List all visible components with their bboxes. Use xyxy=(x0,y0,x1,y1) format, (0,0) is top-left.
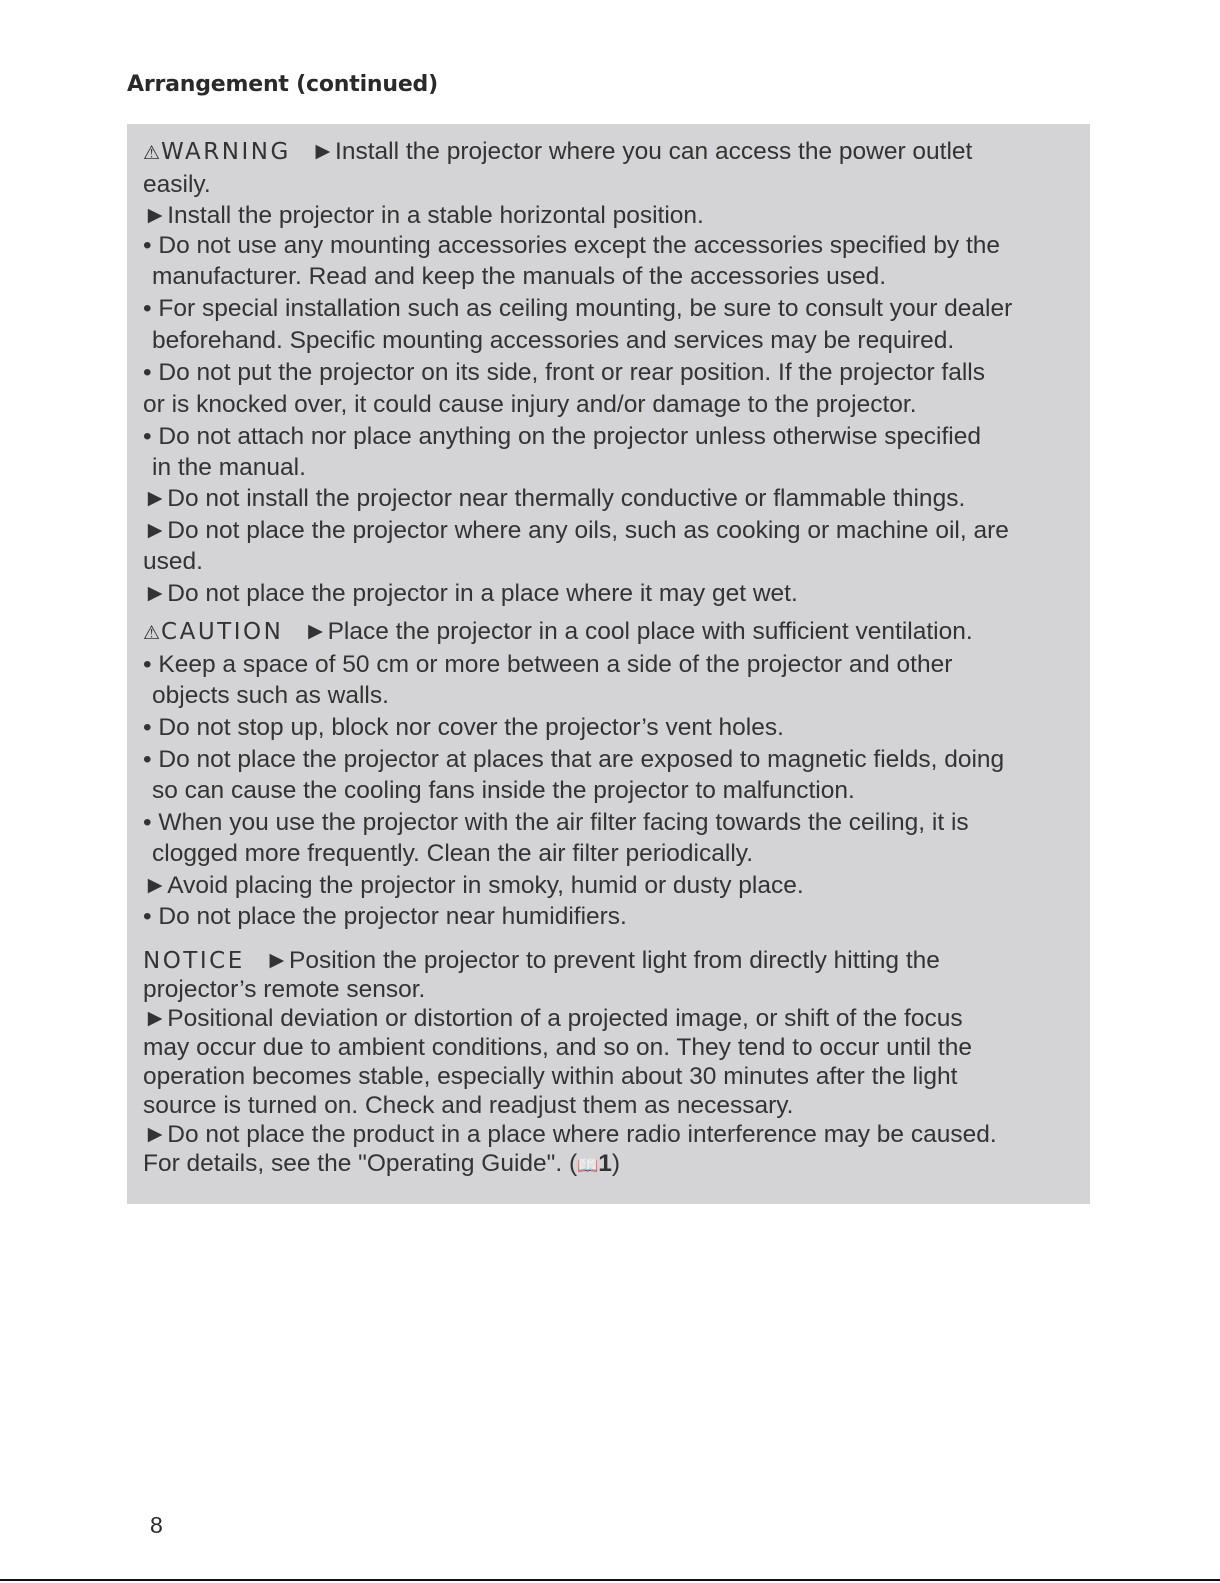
notice-label: NOTICE xyxy=(143,948,245,974)
warning-triangle-icon: ⚠ xyxy=(143,142,161,164)
notice-line: ►Do not place the product in a place where radio interference may be caused. xyxy=(143,1121,997,1148)
warning-line: ►Do not place the projector where any oils, such as cooking or machine oil, are xyxy=(143,517,1009,544)
warning-line: in the manual. xyxy=(152,454,306,481)
warning-line: ►Do not install the projector near thermally conductive or flammable things. xyxy=(143,485,966,512)
caution-line: clogged more frequently. Clean the air filter periodically. xyxy=(152,840,754,867)
warning-line: • Do not use any mounting accessories except the accessories specified by the xyxy=(143,232,1001,259)
warning-line: • For special installation such as ceiling mounting, be sure to consult your dealer xyxy=(143,295,1013,322)
bottom-divider xyxy=(0,1579,1220,1581)
notice-line: source is turned on. Check and readjust them as necessary. xyxy=(143,1092,794,1119)
warning-line: • Do not attach nor place anything on the projector unless otherwise specified xyxy=(143,423,981,450)
caution-line: so can cause the cooling fans inside the projector to malfunction. xyxy=(152,777,855,804)
page-number: 8 xyxy=(150,1512,163,1538)
caution-line: objects such as walls. xyxy=(152,682,389,709)
warning-line: ►Do not place the projector in a place where it may get wet. xyxy=(143,580,798,607)
caution-triangle-icon: ⚠ xyxy=(143,622,161,644)
caution-line: • Do not stop up, block nor cover the projector’s vent holes. xyxy=(143,714,784,741)
warning-line: easily. xyxy=(143,171,211,198)
book-icon: 📖 xyxy=(577,1156,599,1175)
warning-line: manufacturer. Read and keep the manuals of the accessories used. xyxy=(152,263,887,290)
caution-line: • Keep a space of 50 cm or more between a side of the projector and other xyxy=(143,651,953,678)
warning-line: ►Install the projector in a stable horizontal position. xyxy=(143,202,704,229)
warning-line: or is knocked over, it could cause injury and/or damage to the projector. xyxy=(143,391,917,418)
notice-line: operation becomes stable, especially within about 30 minutes after the light xyxy=(143,1063,958,1090)
warning-line: ⚠WARNING ►Install the projector where you can access the power outlet xyxy=(143,138,973,165)
safety-notice-box xyxy=(127,124,1090,1204)
section-heading: Arrangement (continued) xyxy=(127,72,438,97)
caution-line: • When you use the projector with the air filter facing towards the ceiling, it is xyxy=(143,809,969,836)
caution-line: • Do not place the projector near humidifiers. xyxy=(143,903,627,930)
notice-line: For details, see the "Operating Guide". (📖1) xyxy=(143,1150,621,1177)
warning-line: used. xyxy=(143,548,203,575)
reference-number: 1 xyxy=(598,1150,612,1177)
notice-line: ►Positional deviation or distortion of a projected image, or shift of the focus xyxy=(143,1005,963,1032)
caution-line: ►Avoid placing the projector in smoky, humid or dusty place. xyxy=(143,872,804,899)
caution-line: • Do not place the projector at places that are exposed to magnetic fields, doing xyxy=(143,746,1005,773)
caution-line: ⚠CAUTION ►Place the projector in a cool place with sufficient ventilation. xyxy=(143,618,973,645)
warning-label: ⚠WARNING xyxy=(143,139,291,165)
warning-line: beforehand. Specific mounting accessories and services may be required. xyxy=(152,327,955,354)
notice-line: projector’s remote sensor. xyxy=(143,976,426,1003)
notice-line: NOTICE ►Position the projector to prevent light from directly hitting the xyxy=(143,947,940,974)
warning-line: • Do not put the projector on its side, front or rear position. If the projector falls xyxy=(143,359,985,386)
caution-label: ⚠CAUTION xyxy=(143,619,284,645)
notice-line: may occur due to ambient conditions, and so on. They tend to occur until the xyxy=(143,1034,972,1061)
